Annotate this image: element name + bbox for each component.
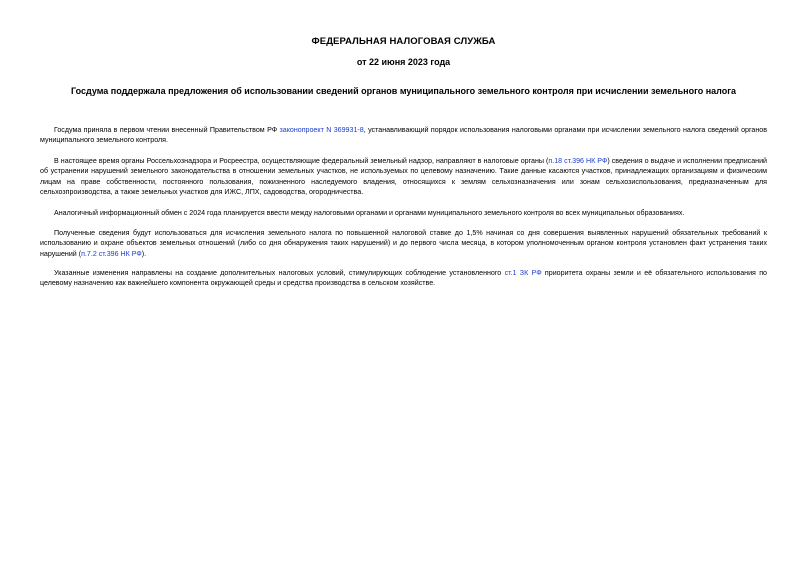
paragraph-1-text-after: , устанавливающий порядок использования налоговыми органами при исчислении земельного налога сведений органов муниципального земельного контроля.	[40, 126, 768, 145]
zk-rf-art1-link[interactable]: ст.1 ЗК РФ	[504, 269, 542, 277]
paragraph-2-text-before: В настоящее время органы Россельхознадзора и Росреестра, осуществляющие федеральный земельный надзор, направляют в налоговые органы (	[54, 157, 549, 165]
nk-rf-art396-p18-link[interactable]: п.18 ст.396 НК РФ	[548, 157, 608, 165]
paragraph-2-text-after: ) сведения о выдаче и исполнении предписаний об устранении нарушений земельного законодательства в отношении земельных участков, не используемых по целевому назначению. Такие данные касаются участков, принадлежащих организациям и физическим лицам на праве собственности, постоянного пользования, пожизненного наследуемого владения, относящихся к землям сельхозназначения или зонам сельхозиспользования, предназначенным для сельхозпроизводства, а также земельных участков для ИЖС, ЛПХ, садоводства, огородничества.	[40, 157, 767, 196]
paragraph-4-text-after: ).	[141, 249, 147, 258]
paragraph-5-text-before: Указанные изменения направлены на создание дополнительных налоговых условий, стимулирующих соблюдение установленного	[54, 269, 505, 277]
paragraph-1-text-before: Госдума приняла в первом чтении внесенный Правительством РФ	[54, 126, 280, 134]
nk-rf-art396-p7-2-link[interactable]: п.7.2 ст.396 НК РФ	[81, 249, 142, 258]
paragraph-4-text-before: Полученные сведения будут использоваться для исчисления земельного налога по повышенной налоговой ставке до 1,5% начиная со дня совершения выявленных нарушений обязательных требований к использованию и охране объектов земельных отношений (либо со дня обнаружения таких нарушений) и до первого числа месяца, в котором уполномоченным органом контроля установлен факт устранения таких нарушений (	[40, 229, 767, 258]
paragraph-4	[40, 228, 767, 259]
agency-name: ФЕДЕРАЛЬНАЯ НАЛОГОВАЯ СЛУЖБА	[311, 36, 496, 47]
paragraph-5	[40, 268, 767, 289]
document-title: Госдума поддержала предложения об использовании сведений органов муниципального земельного контроля при исчислении земельного налога	[70, 86, 736, 96]
paragraph-3	[40, 208, 767, 218]
paragraph-2	[40, 156, 767, 197]
document-date: от 22 июня 2023 года	[356, 57, 451, 67]
bill-369931-8-link[interactable]: законопроект N 369931-8	[279, 126, 364, 134]
paragraph-1	[40, 125, 767, 146]
paragraph-3-text: Аналогичный информационный обмен с 2024 года планируется ввести между налоговыми органами и органами муниципального земельного контроля во всех муниципальных образованиях.	[54, 209, 685, 217]
paragraph-5-text-after: приоритета охраны земли и её обязательного использования по целевому назначению как важнейшего компонента окружающей среды и средства производства в сельском хозяйстве.	[40, 269, 767, 288]
